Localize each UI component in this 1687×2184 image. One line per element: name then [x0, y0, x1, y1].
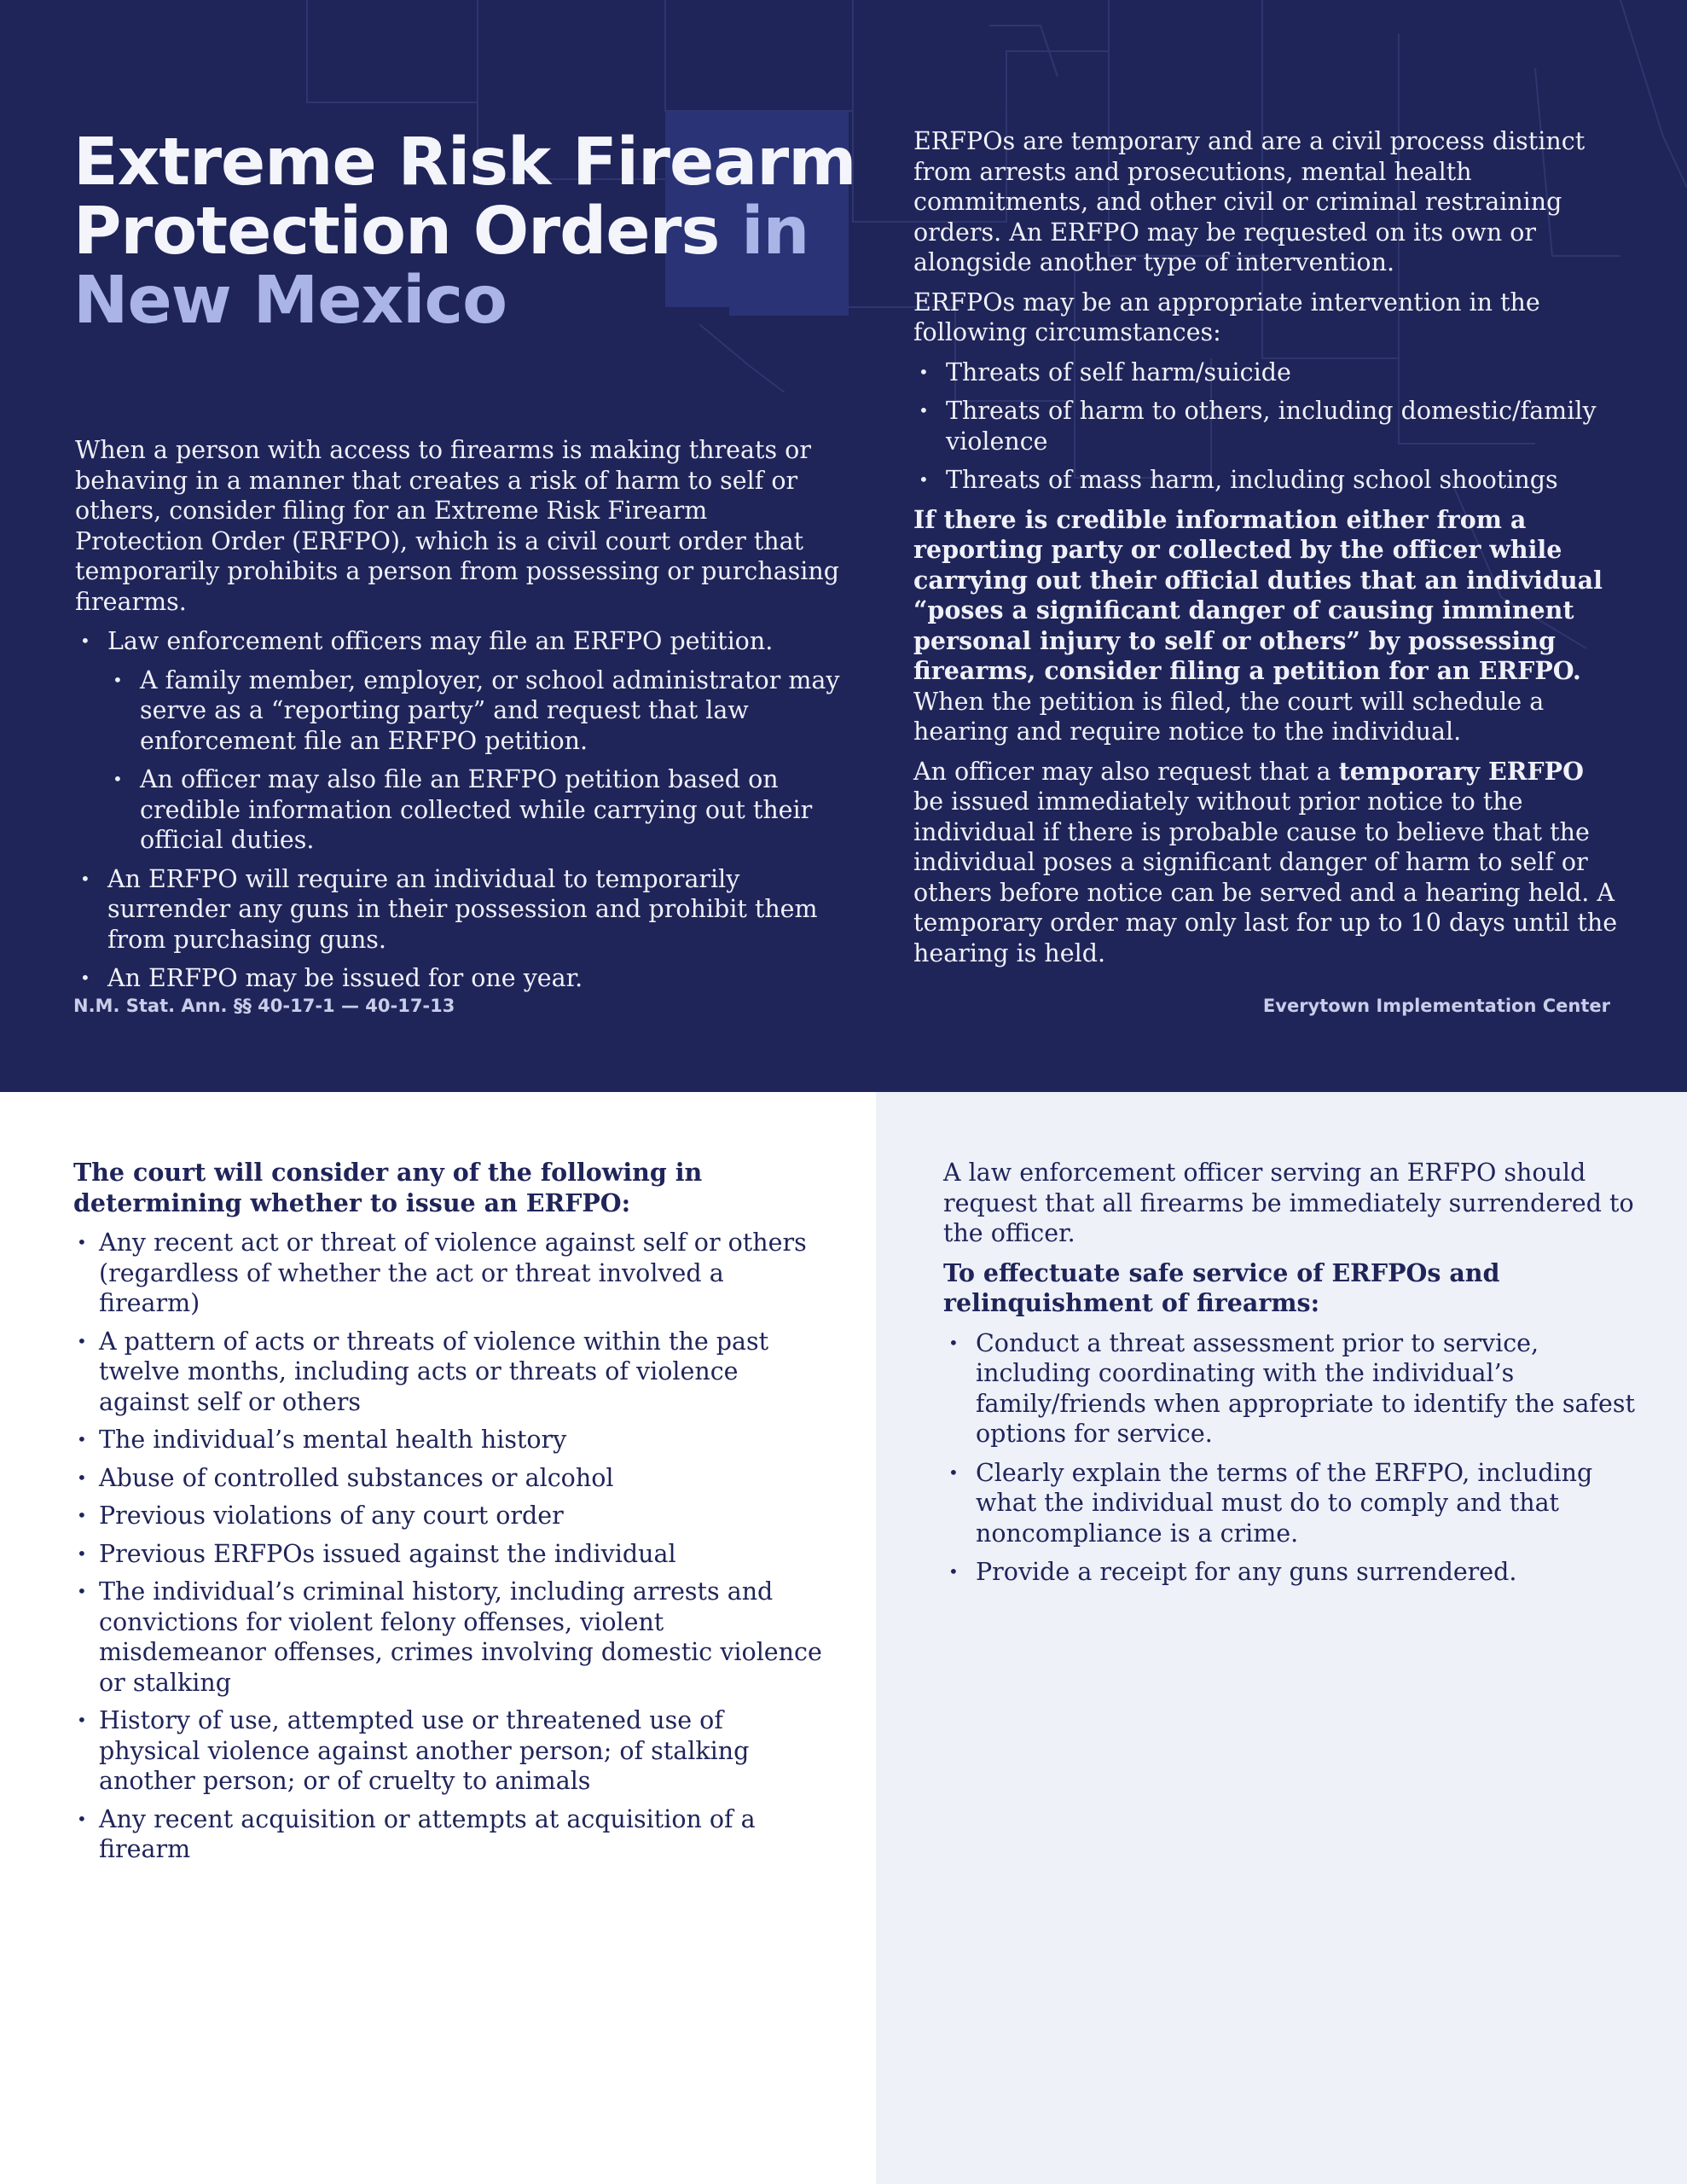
- intro-paragraph: When a person with access to firearms is making threats or behaving in a manner that creates a risk of harm to self or others, consider filing for an Extreme Risk Firearm Protection Order (ERFPO), which is a civil court order that temporarily prohibits a person from possessing or purchasing firearms.: [75, 436, 840, 616]
- list-item: • The individual’s criminal history, including arrests and convictions for violent felony offenses, violent misdemeanor offenses, crimes involving domestic violence or stalking: [73, 1577, 824, 1698]
- list-item: • Any recent acquisition or attempts at acquisition of a firearm: [73, 1804, 824, 1865]
- service-paragraph: A law enforcement officer serving an ERFPO should request that all firearms be immediately surrendered to the officer.: [943, 1159, 1634, 1247]
- list-item: • An ERFPO may be issued for one year.: [75, 963, 843, 994]
- list-item: • Law enforcement officers may file an ERFPO petition.: [75, 626, 843, 657]
- title-main: Extreme Risk Firearm Protection Orders: [73, 125, 856, 270]
- service-column: [943, 1158, 1643, 1597]
- temporary-emphasis: temporary ERFPO: [1338, 756, 1584, 786]
- list-item: • The individual’s mental health history: [73, 1425, 824, 1455]
- temporary-text-b: be issued immediately without prior notice to the individual if there is probable cause to believe that the individual poses a significant danger of harm to self or others before notice can be served and a hearing held. A temporary order may only last for up to 10 days until the hearing is held.: [913, 787, 1618, 967]
- list-item: • Conduct a threat assessment prior to service, including coordinating with the individual’s family/friends when appropriate to identify the safest options for service.: [943, 1328, 1643, 1449]
- erfpo-overview-column: [913, 126, 1621, 978]
- service-heading: To effectuate safe service of ERFPOs and relinquishment of firearms:: [943, 1258, 1500, 1317]
- intro-bullets: [75, 626, 843, 994]
- list-item: • Previous violations of any court order: [73, 1501, 824, 1531]
- overview-paragraph: ERFPOs are temporary and are a civil process distinct from arrests and prosecutions, mental health commitments, and other civil or criminal restraining orders. An ERFPO may be requested on its own or alongside another type of intervention.: [913, 127, 1586, 276]
- list-item: • Previous ERFPOs issued against the individual: [73, 1539, 824, 1570]
- court-factors-list: [73, 1228, 824, 1865]
- list-item: • Clearly explain the terms of the ERFPO, including what the individual must do to comply and that noncompliance is a crime.: [943, 1458, 1643, 1549]
- court-heading: The court will consider any of the following in determining whether to issue an ERFPO:: [73, 1158, 703, 1217]
- list-item: • Threats of mass harm, including school shootings: [913, 465, 1621, 496]
- list-item: • An ERFPO will require an individual to temporarily surrender any guns in their possession and prohibit them from purchasing guns.: [75, 864, 843, 956]
- petition-rest: When the petition is filed, the court will schedule a hearing and require notice to the individual.: [913, 687, 1545, 746]
- list-item: • Any recent act or threat of violence against self or others (regardless of whether the act or threat involved a firearm): [73, 1228, 824, 1319]
- list-item: • History of use, attempted use or threatened use of physical violence against another person; of stalking another person; or of cruelty to animals: [73, 1705, 824, 1797]
- list-item: • Threats of self harm/suicide: [913, 357, 1621, 388]
- organization-name: Everytown Implementation Center: [1262, 996, 1610, 1016]
- petition-emphasis: If there is credible information either from a reporting party or collected by the officer while carrying out their official duties that an individual “poses a significant danger of causing imminent personal injury to self or others” by possessing firearms, consider filing a petition for an ERFPO.: [913, 504, 1603, 685]
- service-steps-list: [943, 1328, 1643, 1588]
- court-factors-column: [73, 1158, 824, 1874]
- page-title: [73, 125, 875, 339]
- title-accent: in New Mexico: [73, 194, 809, 339]
- temporary-order-paragraph: [913, 757, 1621, 969]
- list-item: • Abuse of controlled substances or alcohol: [73, 1463, 824, 1494]
- circumstances-intro: ERFPOs may be an appropriate intervention in the following circumstances:: [913, 288, 1540, 346]
- list-item: • A family member, employer, or school administrator may serve as a “reporting party” and request that law enforcement file an ERFPO petition.: [75, 665, 843, 757]
- circumstances-list: [913, 357, 1621, 496]
- intro-column: [75, 435, 843, 1003]
- list-item: • An officer may also file an ERFPO petition based on credible information collected while carrying out their official duties.: [75, 764, 843, 856]
- temporary-text-a: An officer may also request that a: [913, 757, 1331, 786]
- statute-citation: N.M. Stat. Ann. §§ 40-17-1 — 40-17-13: [73, 996, 455, 1016]
- list-item: • A pattern of acts or threats of violence within the past twelve months, including acts or threats of violence against self or others: [73, 1327, 824, 1418]
- list-item: • Threats of harm to others, including domestic/family violence: [913, 396, 1621, 456]
- list-item: • Provide a receipt for any guns surrendered.: [943, 1557, 1643, 1588]
- petition-paragraph: [913, 505, 1621, 747]
